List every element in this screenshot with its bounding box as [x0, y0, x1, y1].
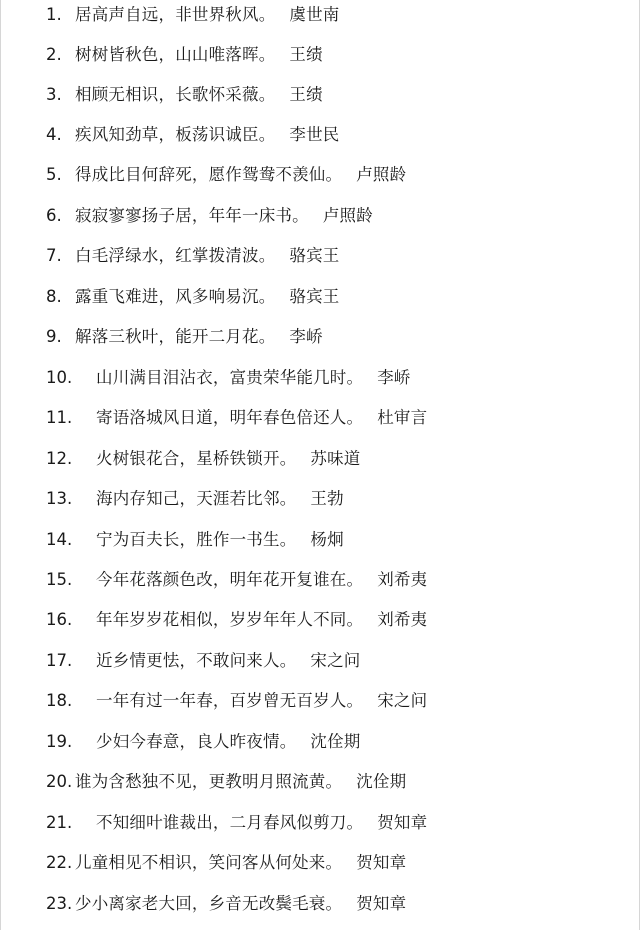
item-number: 2. — [46, 45, 62, 64]
poem-line: 少妇今春意，良人昨夜情。 — [96, 732, 297, 751]
poem-line: 相顾无相识，长歌怀采薇。 — [75, 85, 276, 104]
poem-line: 今年花落颜色改，明年花开复谁在。 — [96, 570, 364, 589]
poem-line: 谁为含愁独不见，更教明月照流黄。 — [75, 772, 343, 791]
poem-line: 寄语洛城风日道，明年春色倍还人。 — [96, 408, 364, 427]
item-number: 4. — [46, 125, 62, 144]
poet-name: 李峤 — [289, 327, 323, 346]
poet-name: 宋之问 — [310, 651, 361, 670]
page-left-border — [0, 0, 1, 930]
item-number: 16. — [46, 610, 73, 629]
poet-name: 杜审言 — [377, 408, 428, 427]
poet-name: 李峤 — [377, 368, 411, 387]
poem-line: 疾风知劲草，板荡识诚臣。 — [75, 125, 276, 144]
item-number: 18. — [46, 691, 73, 710]
item-number: 11. — [46, 408, 73, 427]
item-number: 21. — [46, 813, 73, 832]
item-number: 9. — [46, 327, 62, 346]
item-number: 8. — [46, 287, 62, 306]
poet-name: 骆宾王 — [289, 246, 340, 265]
item-number: 7. — [46, 246, 62, 265]
item-number: 22. — [46, 853, 73, 872]
poem-line: 解落三秋叶，能开二月花。 — [75, 327, 276, 346]
item-number: 1. — [46, 5, 62, 24]
poem-line: 不知细叶谁裁出，二月春风似剪刀。 — [96, 813, 364, 832]
item-number: 12. — [46, 449, 73, 468]
poem-line: 山川满目泪沾衣，富贵荣华能几时。 — [96, 368, 364, 387]
poem-line: 少小离家老大回，乡音无改鬓毛衰。 — [75, 894, 343, 913]
item-number: 15. — [46, 570, 73, 589]
poem-line: 寂寂寥寥扬子居，年年一床书。 — [75, 206, 309, 225]
poet-name: 骆宾王 — [289, 287, 340, 306]
item-number: 19. — [46, 732, 73, 751]
poet-name: 宋之问 — [377, 691, 428, 710]
poet-name: 沈佺期 — [310, 732, 361, 751]
poem-line: 近乡情更怯，不敢问来人。 — [96, 651, 297, 670]
poet-name: 王绩 — [289, 45, 323, 64]
poem-line: 宁为百夫长，胜作一书生。 — [96, 530, 297, 549]
poem-line: 一年有过一年春，百岁曾无百岁人。 — [96, 691, 364, 710]
poet-name: 卢照龄 — [322, 206, 373, 225]
item-number: 23. — [46, 894, 73, 913]
poem-line: 露重飞难进，风多响易沉。 — [75, 287, 276, 306]
poem-line: 树树皆秋色，山山唯落晖。 — [75, 45, 276, 64]
item-number: 13. — [46, 489, 73, 508]
poet-name: 贺知章 — [356, 894, 407, 913]
poet-name: 刘希夷 — [377, 570, 428, 589]
item-number: 17. — [46, 651, 73, 670]
poem-line: 儿童相见不相识，笑问客从何处来。 — [75, 853, 343, 872]
poet-name: 王绩 — [289, 85, 323, 104]
poem-line: 火树银花合，星桥铁锁开。 — [96, 449, 297, 468]
poet-name: 沈佺期 — [356, 772, 407, 791]
poet-name: 苏味道 — [310, 449, 361, 468]
poet-name: 杨炯 — [310, 530, 344, 549]
poem-line: 居高声自远，非世界秋风。 — [75, 5, 276, 24]
poet-name: 虞世南 — [289, 5, 340, 24]
item-number: 10. — [46, 368, 73, 387]
poem-line: 年年岁岁花相似，岁岁年年人不同。 — [96, 610, 364, 629]
poem-line: 得成比目何辞死，愿作鸳鸯不羡仙。 — [75, 165, 343, 184]
poet-name: 刘希夷 — [377, 610, 428, 629]
item-number: 5. — [46, 165, 62, 184]
item-number: 3. — [46, 85, 62, 104]
poet-name: 李世民 — [289, 125, 340, 144]
poet-name: 卢照龄 — [356, 165, 407, 184]
poet-name: 贺知章 — [377, 813, 428, 832]
poem-line: 白毛浮绿水，红掌拨清波。 — [75, 246, 276, 265]
poet-name: 贺知章 — [356, 853, 407, 872]
item-number: 14. — [46, 530, 73, 549]
item-number: 20. — [46, 772, 73, 791]
poet-name: 王勃 — [310, 489, 344, 508]
item-number: 6. — [46, 206, 62, 225]
poem-line: 海内存知己，天涯若比邻。 — [96, 489, 297, 508]
